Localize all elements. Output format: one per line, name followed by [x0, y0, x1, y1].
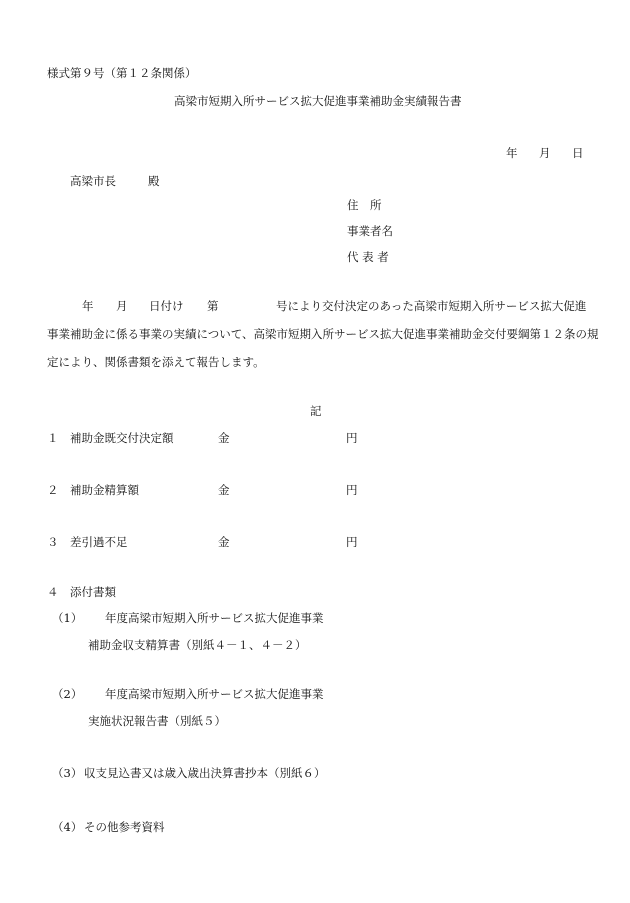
attachment-number: （3） [52, 766, 83, 780]
body-month: 月 [116, 299, 128, 313]
attachment-line2: 実施状況報告書（別紙５） [88, 714, 226, 728]
date-month: 月 [539, 146, 551, 160]
attachment-line1: 年度高梁市短期入所サービス拡大促進事業 [105, 687, 324, 701]
applicant-address-label: 住 所 [347, 198, 382, 212]
addressee-name: 高梁市長 [70, 174, 116, 188]
body-line2: 事業補助金に係る事業の実績について、高梁市短期入所サービス拡大促進事業補助金交付要綱第１２条の規 [47, 327, 599, 341]
item-label: 差引過不足 [70, 535, 128, 549]
item-number: １ [47, 431, 59, 445]
attachment-number: （2） [52, 687, 83, 701]
item-yen: 円 [346, 535, 358, 549]
form-label: 様式第９号（第１２条関係） [47, 66, 197, 80]
item-kin: 金 [218, 431, 230, 445]
attachments-heading: 添付書類 [70, 585, 116, 599]
body-line3: 定により、関係書類を添えて報告します。 [47, 355, 265, 369]
date-day: 日 [572, 146, 584, 160]
item-yen: 円 [346, 483, 358, 497]
document-title: 高梁市短期入所サービス拡大促進事業補助金実績報告書 [174, 94, 462, 108]
ki-mark: 記 [310, 404, 322, 418]
attachment-line1: その他参考資料 [84, 820, 165, 834]
item-number: ２ [47, 483, 59, 497]
addressee-honorific: 殿 [148, 174, 160, 188]
body-year: 年 [82, 299, 94, 313]
attachment-number: （4） [52, 820, 83, 834]
date-year: 年 [506, 146, 518, 160]
body-date-suffix: 日付け [149, 299, 184, 313]
item-yen: 円 [346, 431, 358, 445]
item-kin: 金 [218, 483, 230, 497]
body-line1-rest: 号により交付決定のあった高梁市短期入所サービス拡大促進 [276, 299, 587, 313]
item-label: 補助金精算額 [70, 483, 139, 497]
attachments-number: ４ [47, 585, 59, 599]
applicant-representative-label: 代 表 者 [347, 250, 389, 264]
attachment-line2: 補助金収支精算書（別紙４－１、４－２） [88, 638, 307, 652]
item-number: ３ [47, 535, 59, 549]
item-label: 補助金既交付決定額 [70, 431, 174, 445]
attachment-number: （1） [52, 611, 83, 625]
attachment-line1: 年度高梁市短期入所サービス拡大促進事業 [105, 611, 324, 625]
body-number-prefix: 第 [207, 299, 219, 313]
attachment-line1: 収支見込書又は歳入歳出決算書抄本（別紙６） [84, 766, 326, 780]
item-kin: 金 [218, 535, 230, 549]
applicant-business-label: 事業者名 [347, 224, 393, 238]
